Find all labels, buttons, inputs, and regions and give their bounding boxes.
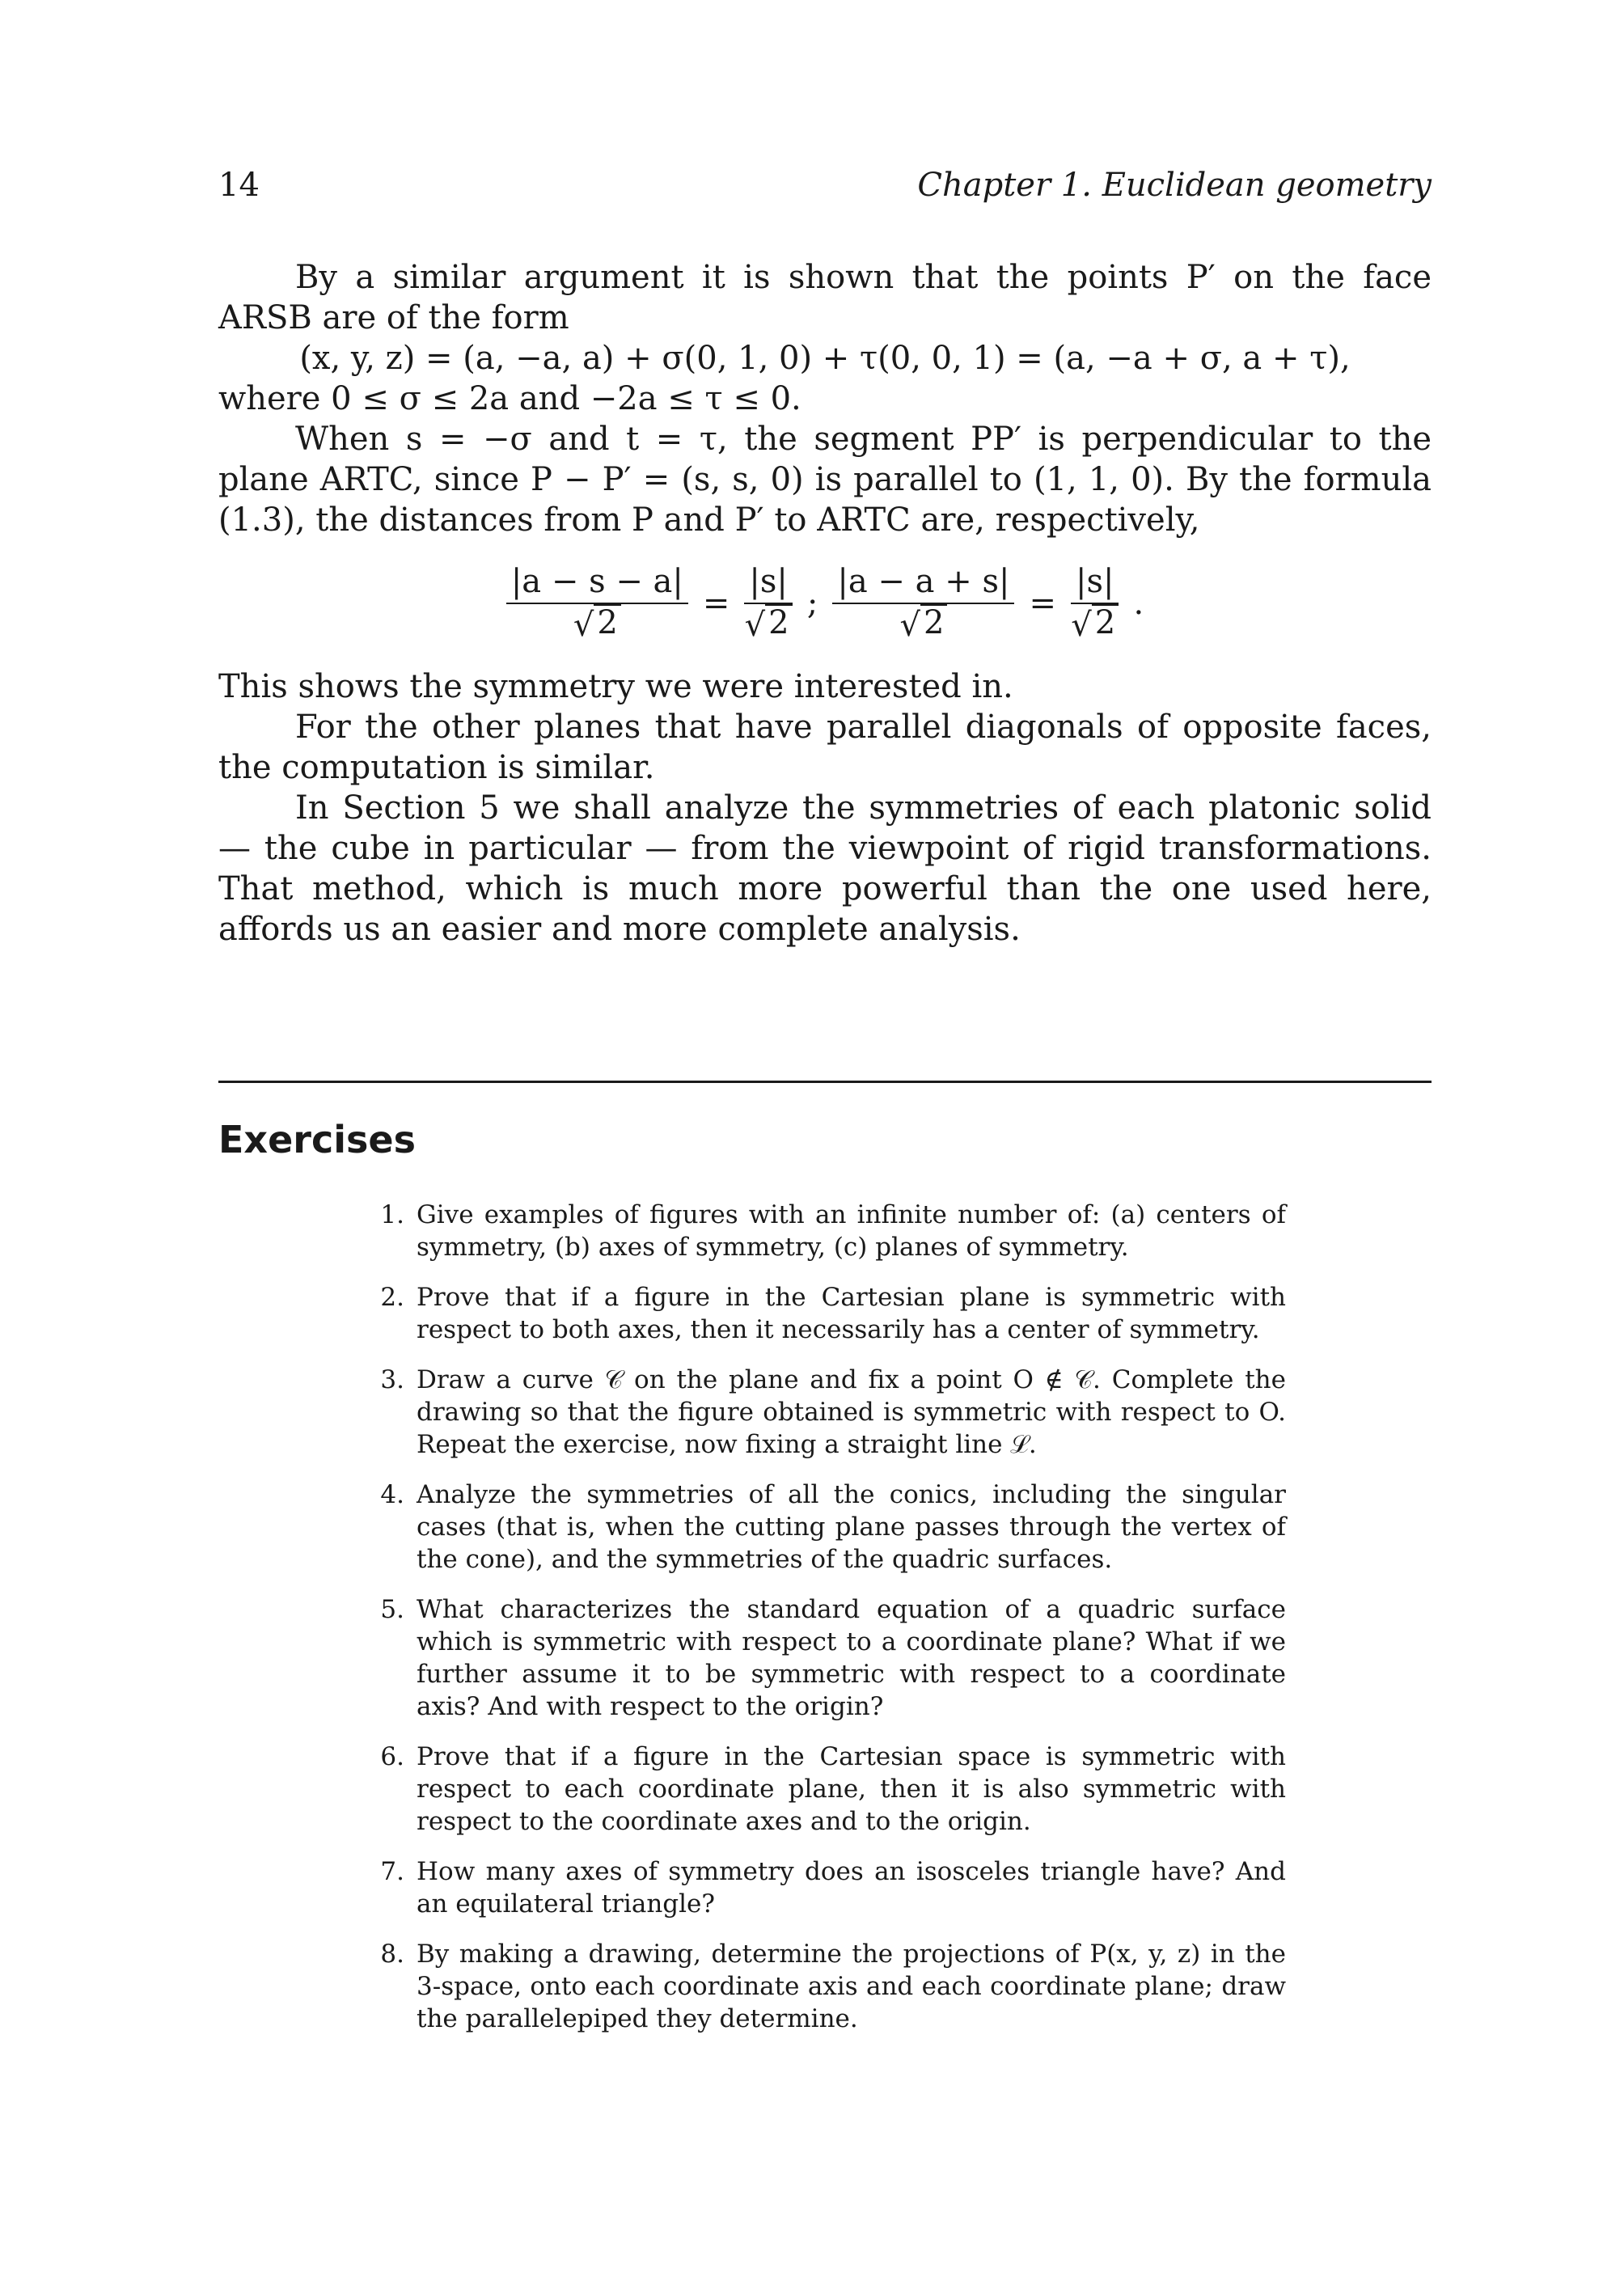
fraction — [1071, 561, 1119, 646]
exercise-item: 7. How many axes of symmetry does an isosceles triangle have? And an equilateral triangle? — [380, 1857, 1286, 1919]
main-text — [218, 257, 1432, 950]
sqrt: √ 2 — [745, 604, 793, 646]
distance-formula — [218, 561, 1432, 646]
paragraph: In Section 5 we shall analyze the symmetries of each platonic solid — the cube in particular — from the viewpoint of rigid transformations. That method, which is much more powerful than the one used here, affords us an easier and more complete analysis. — [218, 789, 1432, 948]
chapter-title: Chapter 1. Euclidean geometry — [917, 167, 1432, 204]
section-divider — [218, 1081, 1432, 1083]
numerator: |a − a + s| — [832, 561, 1014, 604]
paragraph: This shows the symmetry we were interested in. — [218, 668, 1013, 705]
exercises-heading: Exercises — [218, 1118, 416, 1161]
exercise-item: 4. Analyze the symmetries of all the conics, including the singular cases (that is, when the cutting plane passes through the vertex of the cone), and the symmetries of the quadric surfaces. — [380, 1480, 1286, 1574]
exercise-item: 1. Give examples of figures with an infinite number of: (a) centers of symmetry, (b) axes of symmetry, (c) planes of symmetry. — [380, 1200, 1286, 1262]
exercise-item: 2. Prove that if a figure in the Cartesian plane is symmetric with respect to both axes, then it necessarily has a center of symmetry. — [380, 1283, 1286, 1344]
numerator: |s| — [744, 561, 792, 604]
sqrt: √ 2 — [1071, 604, 1119, 646]
paragraph: where 0 ≤ σ ≤ 2a and −2a ≤ τ ≤ 0. — [218, 380, 801, 417]
exercise-list — [372, 1199, 1286, 2053]
fraction — [832, 561, 1014, 646]
separator: ; — [806, 585, 818, 622]
exercise-item: 8. By making a drawing, determine the projections of P(x, y, z) in the 3-space, onto each coordinate axis and each coordinate plane; draw the parallelepiped they determine. — [380, 1940, 1286, 2033]
sqrt: √ 2 — [899, 604, 947, 646]
fraction — [506, 561, 688, 646]
sqrt: √ 2 — [573, 604, 621, 646]
numerator: |a − s − a| — [506, 561, 688, 604]
paragraph: When s = −σ and t = τ, the segment PP′ is perpendicular to the plane ARTC, since P − P′ = (s, s, 0) is parallel to (1, 1, 0). By the formula (1.3), the distances from P and P′ to ARTC are, respectively, — [218, 421, 1432, 539]
paragraph: For the other planes that have parallel diagonals of opposite faces, the computation is similar. — [218, 709, 1432, 786]
display-equation: (x, y, z) = (a, −a, a) + σ(0, 1, 0) + τ(0, 0, 1) = (a, −a + σ, a + τ), — [299, 340, 1351, 377]
book-page — [218, 0, 1432, 2293]
numerator: |s| — [1071, 561, 1119, 604]
period: . — [1133, 585, 1144, 622]
fraction — [744, 561, 792, 646]
exercise-item: 6. Prove that if a figure in the Cartesian space is symmetric with respect to each coordinate plane, then it is also symmetric with respect to the coordinate axes and to the origin. — [380, 1742, 1286, 1836]
equals-sign: = — [702, 585, 730, 622]
equals-sign: = — [1029, 585, 1056, 622]
exercise-item: 3. Draw a curve 𝒞 on the plane and fix a point O ∉ 𝒞. Complete the drawing so that the figure obtained is symmetric with respect to O. Repeat the exercise, now fixing a straight line ℒ. — [380, 1365, 1286, 1459]
page-number: 14 — [218, 167, 260, 204]
exercise-item: 5. What characterizes the standard equation of a quadric surface which is symmetric with respect to a coordinate plane? What if we further assume it to be symmetric with respect to a coordinate axis? And with respect to the origin? — [380, 1595, 1286, 1721]
paragraph: By a similar argument it is shown that the points P′ on the face ARSB are of the form — [218, 259, 1432, 336]
